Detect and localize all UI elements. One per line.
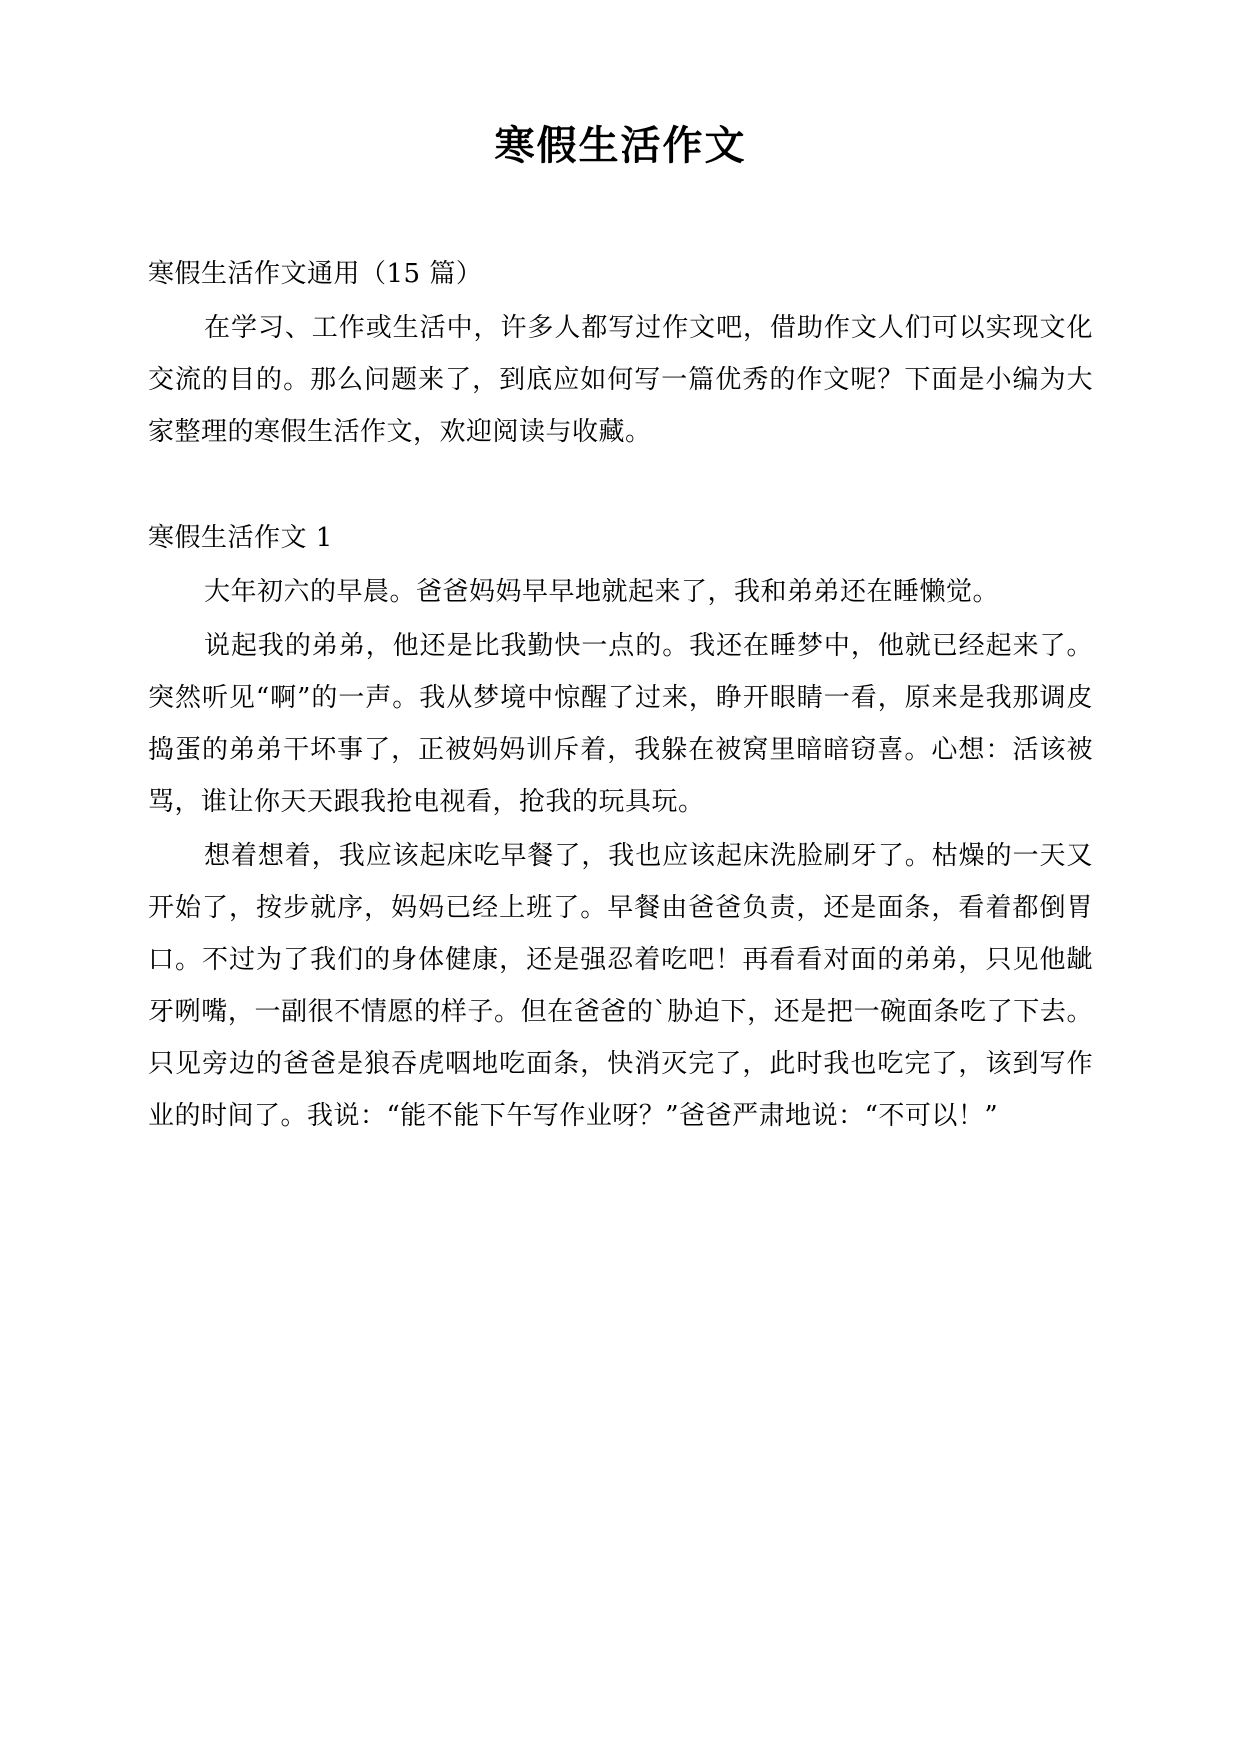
paragraph-body-2: 说起我的弟弟，他还是比我勤快一点的。我还在睡梦中，他就已经起来了。突然听见“啊”的一声。我从梦境中惊醒了过来，睁开眼睛一看，原来是我那调皮捣蛋的弟弟干坏事了，正被妈妈训斥着，我躲在被窝里暗暗窃喜。心想：活该被骂，谁让你天天跟我抢电视看，抢我的玩具玩。 bbox=[148, 631, 1093, 817]
paragraph-body-1: 大年初六的早晨。爸爸妈妈早早地就起来了，我和弟弟还在睡懒觉。 bbox=[204, 577, 1000, 607]
document-body bbox=[148, 248, 1093, 1142]
paragraph-spacer bbox=[148, 460, 1093, 512]
paragraph-subtitle: 寒假生活作文通用（15 篇） bbox=[148, 259, 483, 289]
paragraph-body-3: 想着想着，我应该起床吃早餐了，我也应该起床洗脸刷牙了。枯燥的一天又开始了，按步就序，妈妈已经上班了。早餐由爸爸负责，还是面条，看着都倒胃口。不过为了我们的身体健康，还是强忍着吃吧！再看看对面的弟弟，只见他龇牙咧嘴，一副很不情愿的样子。但在爸爸的`胁迫下，还是把一碗面条吃了下去。只见旁边的爸爸是狼吞虎咽地吃面条，快消灭完了，此时我也吃完了，该到写作业的时间了。我说：“能不能下午写作业呀？”爸爸严肃地说：“不可以！” bbox=[148, 841, 1093, 1131]
page-title: 寒假生活作文 bbox=[494, 123, 747, 169]
section-heading-1: 寒假生活作文 1 bbox=[148, 523, 333, 553]
paragraph-intro: 在学习、工作或生活中，许多人都写过作文吧，借助作文人们可以实现文化交流的目的。那么问题来了，到底应如何写一篇优秀的作文呢？下面是小编为大家整理的寒假生活作文，欢迎阅读与收藏。 bbox=[148, 313, 1093, 447]
